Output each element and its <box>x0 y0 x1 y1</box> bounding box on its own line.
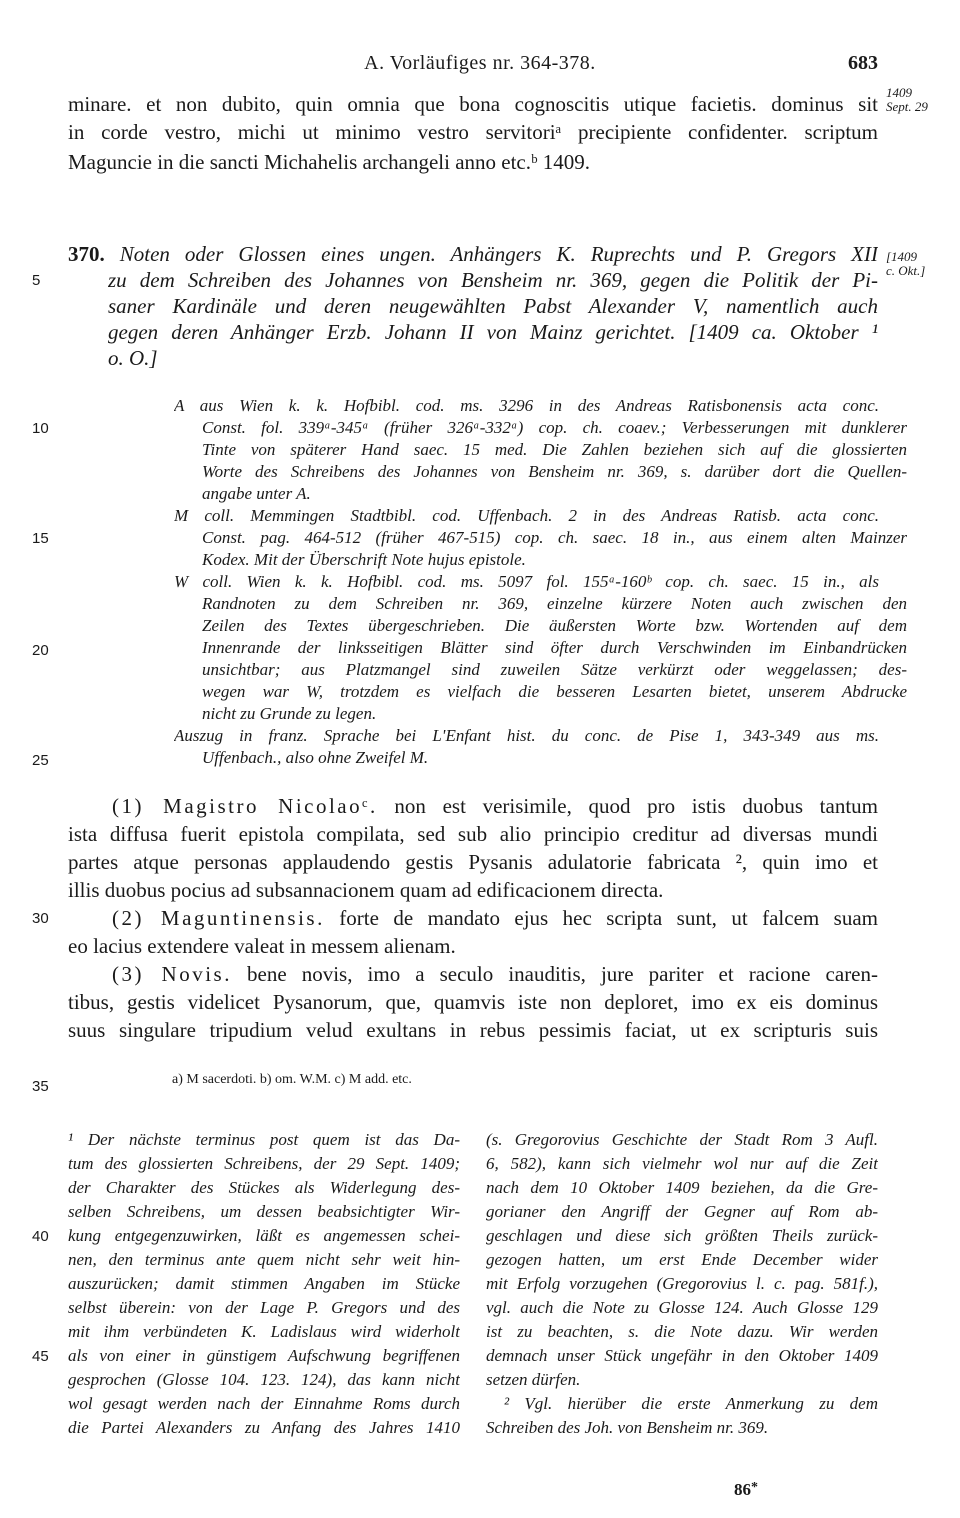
document-heading-line: o. O.] <box>108 346 158 370</box>
text-line: minare. et non dubito, quin omnia que bona cognoscitis utique facietis. dominus sit <box>68 92 878 116</box>
source-line: wegen war W, trotzdem es vielfach die besseren Lesarten bietet, unserem Abdrucke <box>202 682 907 701</box>
footnote-line: auszurücken; damit stimmen Angaben im Stücke <box>68 1274 460 1293</box>
document-heading-line: zu dem Schreiben des Johannes von Bensheim nr. 369, gegen die Politik der Pi- <box>108 268 878 292</box>
footnote-line: vgl. auch die Note zu Glosse 124. Auch Glosse 129 <box>486 1298 878 1317</box>
gloss-line: eo lacius extendere valeat in messem alienam. <box>68 934 456 958</box>
footnote-line: setzen dürfen. <box>486 1370 581 1389</box>
footnote-line: ¹ Der nächste terminus post quem ist das Da- <box>68 1130 460 1149</box>
footnotes-left-column <box>68 1130 460 1470</box>
source-line: Uffenbach., also ohne Zweifel M. <box>202 748 429 767</box>
footnote-line: tum des glossierten Schreibens, der 29 Sept. 1409; <box>68 1154 460 1173</box>
gloss-line: partes atque personas applaudendo gestis Pysanis adulatorie fabricata ², quin imo et <box>68 850 878 874</box>
footnote-line: selben Schreibens, um dessen beabsichtigter Wir- <box>68 1202 460 1221</box>
footnote-line: kung entgegenzuwirken, läßt es angemessen schei- <box>68 1226 460 1245</box>
gloss-line: suus singulare tripudium velud exultans in rebus pessimis faciat, ut ex scripturis suis <box>68 1018 878 1042</box>
margin-date-year: 1409 <box>886 85 912 100</box>
source-line: Randnoten zu dem Schreiben nr. 369, einzelne kürzere Noten auch zwischen den <box>202 594 907 613</box>
gloss-first-line <box>112 906 878 931</box>
source-line: unsichtbar; aus Platzmangel sind zuweilen Sätze verkürzt oder weggelassen; des- <box>202 660 907 679</box>
source-line: Auszug in franz. Sprache bei L'Enfant hist. du conc. de Pise 1, 343-349 aus ms. <box>174 726 879 745</box>
source-line: M coll. Memmingen Stadtbibl. cod. Uffenbach. 2 in des Andreas Ratisb. acta conc. <box>174 506 879 525</box>
footnotes-right-column <box>486 1130 878 1470</box>
gloss-first-line <box>112 794 878 819</box>
line-number: 20 <box>32 642 49 659</box>
printer-signature <box>734 1480 758 1500</box>
line-number: 10 <box>32 420 49 437</box>
line-number: 45 <box>32 1348 49 1365</box>
line-number: 30 <box>32 910 49 927</box>
gloss-first-line <box>112 962 878 987</box>
source-line: A aus Wien k. k. Hofbibl. cod. ms. 3296 in des Andreas Ratisbonensis acta conc. <box>174 396 879 415</box>
line-number: 40 <box>32 1228 49 1245</box>
footnote-line: (s. Gregorovius Geschichte der Stadt Rom 3 Aufl. <box>486 1130 878 1149</box>
heading-margin-year: [1409 <box>886 249 918 264</box>
source-line: Const. pag. 464-512 (früher 467-515) cop. ch. saec. 18 in., aus einem alten Mainzer <box>202 528 907 547</box>
gloss-label: (2) Maguntinensis. <box>112 906 325 930</box>
document-heading-line: saner Kardinäle und deren neugewählten Pabst Alexander V, namentlich auch <box>108 294 878 318</box>
source-line: nicht zu Grunde zu legen. <box>202 704 377 723</box>
footnote-line: nen, den terminus ante quem nicht sehr weit hin- <box>68 1250 460 1269</box>
footnote-line: selbst überein: von der Lage P. Gregors und des <box>68 1298 460 1317</box>
variant-readings: a) M sacerdoti. b) om. W.M. c) M add. etc. <box>172 1072 412 1087</box>
line-number: 15 <box>32 530 49 547</box>
source-line: Const. fol. 339ᵃ-345ᵃ (früher 326ᵃ-332ᵃ) cop. ch. coaev.; Verbesserungen mit dunklerer <box>202 418 907 437</box>
footnote-line: mit Erfolg vorzugehen (Gregorovius l. c. pag. 581f.), <box>486 1274 878 1293</box>
gloss-label: (1) Magistro Nicolaoᶜ. <box>112 794 378 818</box>
signature-star-icon: * <box>751 1480 758 1495</box>
source-line: Kodex. Mit der Überschrift Note hujus epistole. <box>202 550 526 569</box>
document-heading-text: Noten oder Glossen eines ungen. Anhängers K. Ruprechts und P. Gregors XII <box>119 242 878 266</box>
margin-date <box>886 86 928 114</box>
line-number: 35 <box>32 1078 49 1095</box>
gloss-line: tibus, gestis videlicet Pysanorum, que, quamvis iste non deploret, imo ex eis dominus <box>68 990 878 1014</box>
source-line: W coll. Wien k. k. Hofbibl. cod. ms. 5097 fol. 155ᵃ-160ᵇ cop. ch. saec. 15 in., als <box>174 572 879 591</box>
source-line: angabe unter A. <box>202 484 311 503</box>
footnote-line: nach dem 10 Oktober 1409 beziehen, da die Gre- <box>486 1178 878 1197</box>
footnote-line: ² Vgl. hierüber die erste Anmerkung zu dem <box>504 1394 878 1413</box>
heading-margin-date <box>886 250 925 278</box>
document-number: 370. <box>68 242 105 266</box>
margin-date-day: Sept. 29 <box>886 99 928 114</box>
text-line: in corde vestro, michi ut minimo vestro servitoriᵃ precipiente confidenter. scriptum <box>68 120 878 144</box>
footnote-line: Schreiben des Joh. von Bensheim nr. 369. <box>486 1418 769 1437</box>
footnote-line: demnach unser Stück ungefähr in den Oktober 1409 <box>486 1346 878 1365</box>
heading-margin-day: c. Okt.] <box>886 263 926 278</box>
gloss-line: ista diffusa fuerit epistola compilata, sed sub alio principio creditur ad diversas mundi <box>68 822 878 846</box>
footnote-line: wol gesagt werden nach der Einnahme Roms durch <box>68 1394 460 1413</box>
footnote-line: ist zu beachten, s. die Note dazu. Wir werden <box>486 1322 878 1341</box>
signature-number: 86 <box>734 1480 751 1499</box>
footnote-line: geschlagen und diese sich größten Theils zurück- <box>486 1226 878 1245</box>
footnote-line: mit ihm verbündeten K. Ladislaus wird widerholt <box>68 1322 460 1341</box>
gloss-line: illis duobus pocius ad subsannacionem quam ad edificacionem directa. <box>68 878 664 902</box>
source-line: Tinte von späterer Hand saec. 15 med. Die Zahlen beziehen sich auf die glossierten <box>202 440 907 459</box>
gloss-text: forte de mandato ejus hec scripta sunt, ut falcem suam <box>339 906 878 930</box>
gloss-text: bene novis, imo a seculo inauditis, jure pariter et racione caren- <box>247 962 878 986</box>
gloss-label: (3) Novis. <box>112 962 232 986</box>
document-heading-line <box>68 242 878 267</box>
page-number: 683 <box>848 52 878 74</box>
footnote-line: gezogen hatten, um erst Ende December wider <box>486 1250 878 1269</box>
footnote-line: gorianer den Angriff der Gegner auf Rom ab- <box>486 1202 878 1221</box>
source-line: Innenrande der linksseitigen Blätter sind öfter durch Verschwinden im Einbandrücken <box>202 638 907 657</box>
document-heading-line: gegen deren Anhänger Erzb. Johann II von Mainz gerichtet. [1409 ca. Oktober ¹ <box>108 320 878 344</box>
footnote-line: die Partei Alexanders zu Anfang des Jahres 1410 <box>68 1418 460 1437</box>
footnote-line: als von einer in günstigem Aufschwung begriffenen <box>68 1346 460 1365</box>
gloss-text: non est verisimile, quod pro istis duobus tantum <box>394 794 878 818</box>
running-header-title: A. Vorläufiges nr. 364-378. <box>364 52 596 74</box>
footnote-line: gesprochen (Glosse 104. 123. 124), das kann nicht <box>68 1370 460 1389</box>
footnote-line: 6, 582), kann sich vielmehr wol nur auf die Zeit <box>486 1154 878 1173</box>
line-number: 25 <box>32 752 49 769</box>
line-number: 5 <box>32 272 41 289</box>
source-line: Worte des Schreibens des Johannes von Bensheim nr. 369, s. darüber dort die Quellen- <box>202 462 907 481</box>
footnote-line: der Charakter des Stückes als Widerlegung des- <box>68 1178 460 1197</box>
text-line: Maguncie in die sancti Michahelis archangeli anno etc.ᵇ 1409. <box>68 150 590 174</box>
source-line: Zeilen des Textes übergeschrieben. Die äußersten Worte bzw. Wortenden auf dem <box>202 616 907 635</box>
